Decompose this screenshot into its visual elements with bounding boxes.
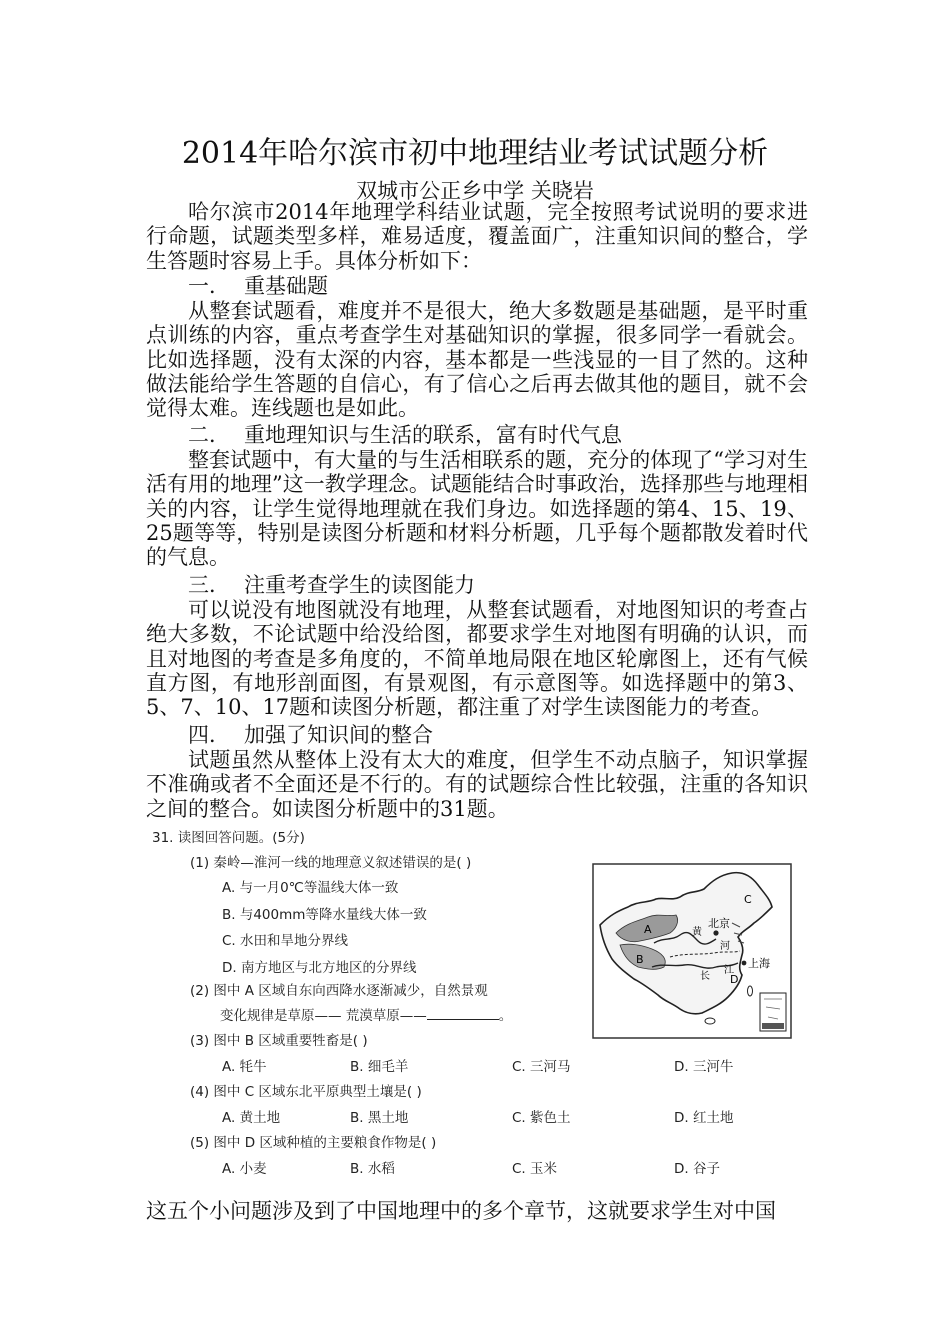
closing-paragraph: 这五个小问题涉及到了中国地理中的多个章节，这就要求学生对中国 (146, 1199, 776, 1223)
question-3: (3) 图中 B 区域重要牲畜是( ) (190, 1033, 368, 1049)
map-label-a: A (644, 923, 652, 936)
map-label-c: C (744, 893, 752, 906)
section-body-1: 从整套试题看，难度并不是很大，绝大多数题是基础题，是平时重点训练的内容，重点考查学生对基础知识的掌握，很多同学一看就会。比如选择题，没有太深的内容，基本都是一些浅显的一目了然的。这种做法能给学生答题的自信心，有了信心之后再去做其他的题目，就不会觉得太难。连线题也是如此。 (146, 299, 808, 421)
q3-option-b: B. 细毛羊 (350, 1059, 409, 1075)
q5-option-a: A. 小麦 (222, 1161, 267, 1177)
q4-option-a: A. 黄土地 (222, 1110, 281, 1126)
beijing-marker (713, 930, 718, 935)
map-label-river-jiang: 江 (724, 965, 734, 976)
map-label-beijing: 北京 (708, 917, 730, 930)
map-label-river-he: 河 (720, 941, 730, 952)
section-heading-2: 二． 重地理知识与生活的联系，富有时代气息 (188, 423, 622, 447)
q1-option-c: C. 水田和旱地分界线 (222, 933, 349, 949)
taiwan-island (748, 986, 753, 996)
page-title: 2014年哈尔滨市初中地理结业考试试题分析 (181, 136, 769, 171)
section-body-4: 试题虽然从整体上没有太大的难度，但学生不动点脑子，知识掌握不准确或者不全面还是不行的。有的试题综合性比较强，注重的各知识之间的整合。如读图分析题中的31题。 (146, 748, 808, 821)
section-body-3: 可以说没有地图就没有地理，从整套试题看，对地图知识的考查占绝大多数，不论试题中给没给图，都要求学生对地图有明确的认识，而且对地图的考查是多角度的，不简单地局限在地区轮廓图上，还有气候直方图，有地形剖面图，有景观图，有示意图等。如选择题中的第3、5、7、10、17题和读图分析题，都注重了对学生读图能力的考查。 (146, 598, 808, 720)
q3-option-c: C. 三河马 (512, 1059, 571, 1075)
map-label-d: D (730, 973, 739, 986)
question-header: 31. 读图回答问题。(5分) (152, 830, 305, 846)
q3-option-d: D. 三河牛 (674, 1059, 734, 1075)
question-31-figure (152, 823, 812, 1177)
q1-option-d: D. 南方地区与北方地区的分界线 (222, 960, 417, 976)
question-5: (5) 图中 D 区域种植的主要粮食作物是( ) (190, 1135, 437, 1151)
q3-option-a: A. 牦牛 (222, 1059, 267, 1075)
hainan-island (705, 1018, 715, 1024)
q5-option-c: C. 玉米 (512, 1161, 558, 1177)
q1-option-a: A. 与一月0℃等温线大体一致 (222, 880, 399, 896)
author-line: 双城市公正乡中学 关晓岩 (356, 179, 594, 203)
intro-paragraph: 哈尔滨市2014年地理学科结业试题，完全按照考试说明的要求进行命题，试题类型多样，难易适度，覆盖面广，注重知识间的整合，学生答题时容易上手。具体分析如下： (146, 200, 808, 273)
q1-option-b: B. 与400mm等降水量线大体一致 (222, 907, 427, 923)
section-heading-3: 三． 注重考查学生的读图能力 (188, 573, 475, 597)
question-4: (4) 图中 C 区域东北平原典型土壤是( ) (190, 1084, 422, 1100)
map-label-river-chang: 长 (700, 971, 710, 982)
q4-option-b: B. 黑土地 (350, 1110, 409, 1126)
question-2-line2: 变化规律是草原—— 荒漠草原—— 。 (220, 1008, 513, 1024)
inset-label-bar (762, 1023, 784, 1029)
answer-blank (427, 1009, 499, 1020)
q5-option-b: B. 水稻 (350, 1161, 395, 1177)
map-label-b: B (636, 953, 644, 966)
section-heading-4: 四． 加强了知识间的整合 (188, 723, 433, 747)
question-1: (1) 秦岭—淮河一线的地理意义叙述错误的是( ) (190, 855, 472, 871)
q4-option-d: D. 红土地 (674, 1110, 734, 1126)
china-map (592, 863, 792, 1039)
question-2-line1: (2) 图中 A 区域自东向西降水逐渐减少，自然景观 (190, 983, 488, 999)
q4-option-c: C. 紫色土 (512, 1110, 571, 1126)
section-heading-1: 一． 重基础题 (188, 274, 328, 298)
section-body-2: 整套试题中，有大量的与生活相联系的题，充分的体现了“学习对生活有用的地理”这一教学理念。试题能结合时事政治，选择那些与地理相关的内容，让学生觉得地理就在我们身边。如选择题的第4、15、19、25题等等，特别是读图分析题和材料分析题，几乎每个题都散发着时代的气息。 (146, 448, 808, 570)
shanghai-marker (742, 961, 747, 966)
q5-option-d: D. 谷子 (674, 1161, 720, 1177)
map-label-shanghai: 上海 (748, 957, 770, 970)
china-map-svg (592, 863, 792, 1039)
map-label-river-huang: 黄 (692, 927, 702, 938)
